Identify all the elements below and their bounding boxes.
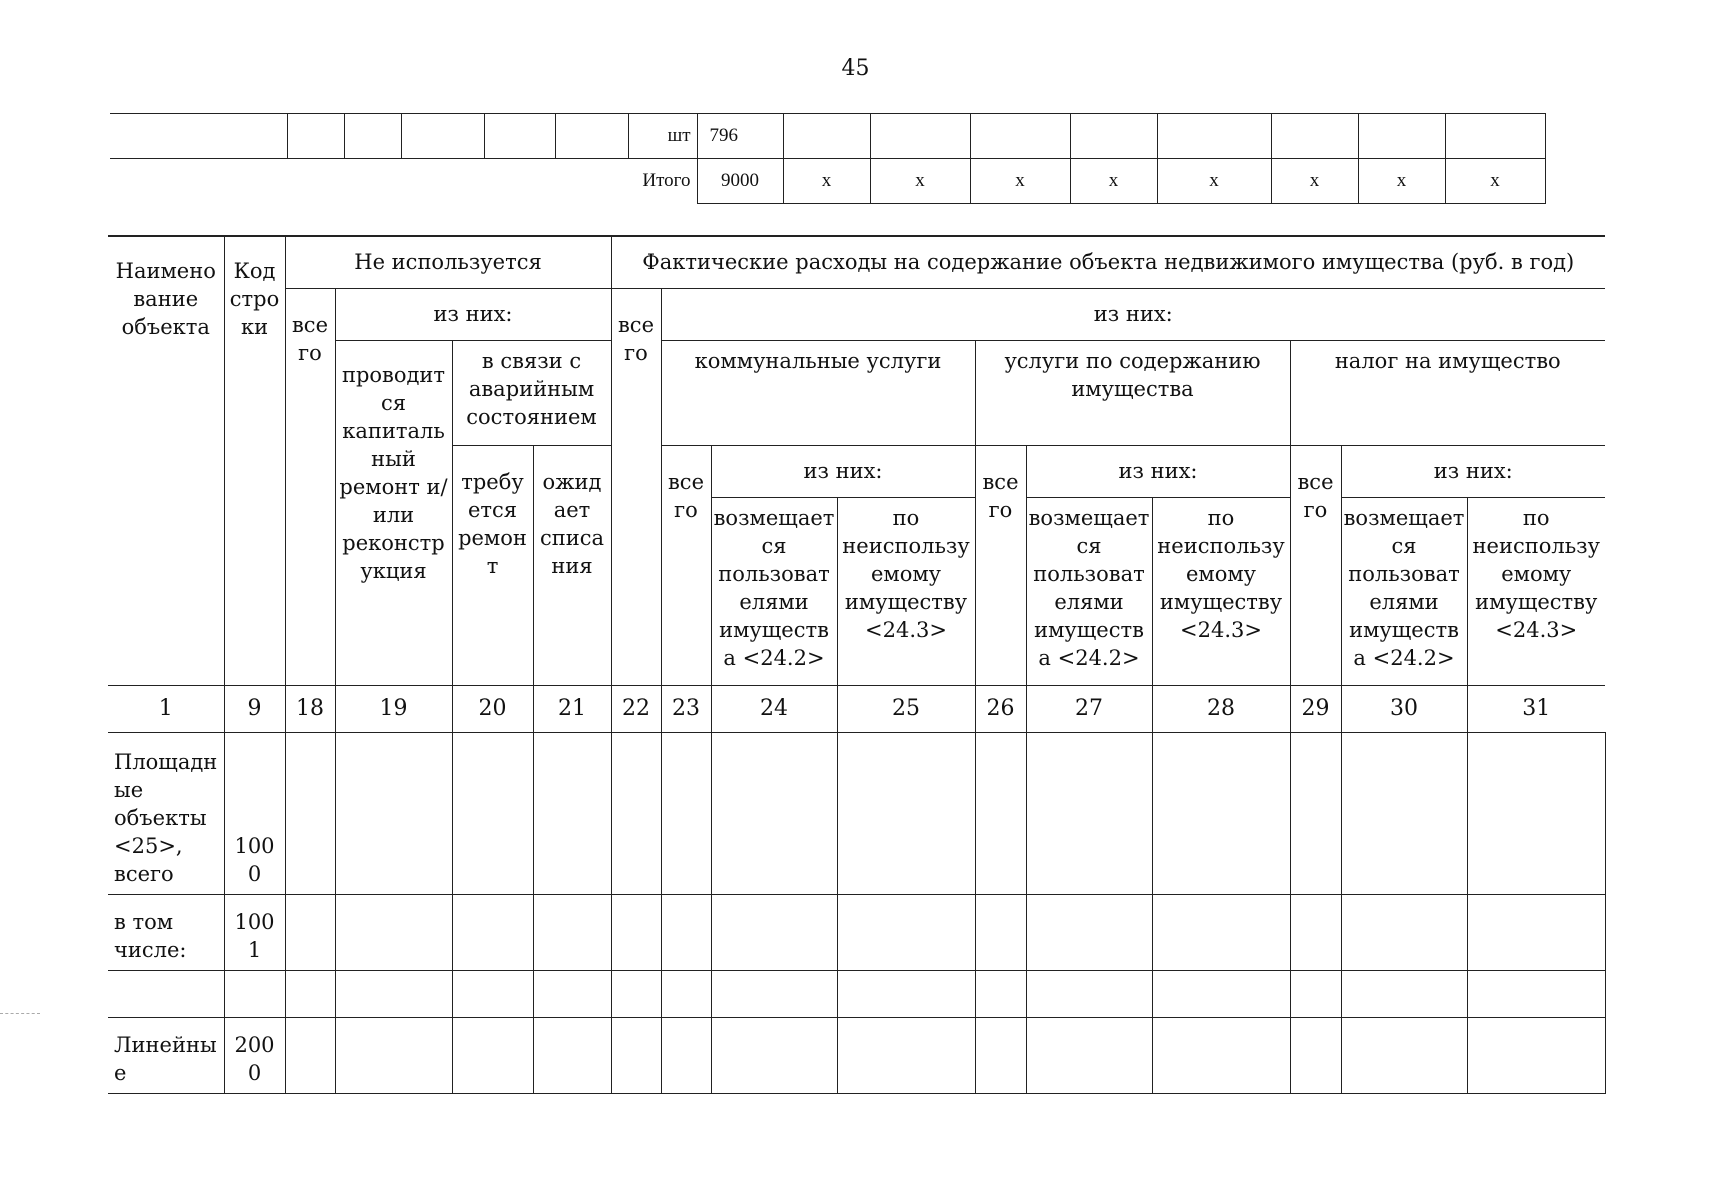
row-code: 200 0: [224, 1017, 285, 1093]
table-row: [108, 894, 1605, 970]
column-number: 25: [837, 685, 975, 732]
table-row: [108, 970, 1605, 1017]
column-number: 22: [611, 685, 661, 732]
header-actual-costs: Фактические расходы на содержание объекта недвижимого имущества (руб. в год): [611, 236, 1605, 288]
total-cell: x: [1445, 159, 1545, 204]
total-cell: x: [870, 159, 970, 204]
column-number: 18: [285, 685, 335, 732]
expenses-table: [108, 235, 1606, 1094]
header-needs-repair: требу ется ремон т: [452, 445, 533, 685]
row-code: 100 0: [224, 732, 285, 894]
header-total-29: все го: [1290, 445, 1341, 685]
continuation-row-1: [110, 114, 1545, 159]
header-row-2: [108, 288, 1605, 340]
header-capital-repair: проводит ся капиталь ный ремонт и/или реконстр укция: [335, 340, 452, 685]
header-row-1: [108, 236, 1605, 288]
header-unused-28: по неиспользу емому имуществу <24.3>: [1152, 497, 1290, 685]
header-of-them-utilities: из них:: [711, 445, 975, 497]
row-label: Площадн ые объекты <25>, всего: [108, 732, 224, 894]
page-number: 45: [841, 56, 870, 81]
header-reimbursed-24: возмещает ся пользоват елями имуществ а <24.2>: [711, 497, 837, 685]
total-cell: x: [970, 159, 1070, 204]
row-code: [224, 970, 285, 1017]
scan-mark: [0, 1013, 40, 1014]
total-label: Итого: [110, 159, 697, 204]
column-number: 20: [452, 685, 533, 732]
column-number: 1: [108, 685, 224, 732]
column-numbers-row: [108, 685, 1605, 732]
total-cell: x: [783, 159, 870, 204]
header-of-them-maintenance: из них:: [1026, 445, 1290, 497]
column-number: 30: [1341, 685, 1467, 732]
header-reimbursed-30: возмещает ся пользоват елями имуществ а <24.2>: [1341, 497, 1467, 685]
unit-cell: шт: [628, 114, 697, 159]
row-label: [108, 970, 224, 1017]
total-cell: x: [1157, 159, 1271, 204]
row-label: в том числе:: [108, 894, 224, 970]
header-unused-31: по неиспользу емому имуществу <24.3>: [1467, 497, 1605, 685]
unit-code-cell: 796: [697, 114, 783, 159]
column-number: 9: [224, 685, 285, 732]
total-cell: x: [1070, 159, 1157, 204]
column-number: 26: [975, 685, 1026, 732]
table-row: [108, 732, 1605, 894]
header-of-them-b: из них:: [661, 288, 1605, 340]
header-of-them-a: из них:: [335, 288, 611, 340]
header-utilities: коммунальные услуги: [661, 340, 975, 445]
column-number: 19: [335, 685, 452, 732]
header-emergency: в связи с аварийным состоянием: [452, 340, 611, 445]
header-total-26: все го: [975, 445, 1026, 685]
header-maintenance: услуги по содержанию имущества: [975, 340, 1290, 445]
total-cell: x: [1271, 159, 1358, 204]
header-reimbursed-27: возмещает ся пользоват елями имуществ а <24.2>: [1026, 497, 1152, 685]
table-row: [108, 1017, 1605, 1093]
header-awaits-writeoff: ожид ает списа ния: [533, 445, 611, 685]
row-code: 100 1: [224, 894, 285, 970]
column-number: 21: [533, 685, 611, 732]
header-not-used: Не используется: [285, 236, 611, 288]
column-number: 31: [1467, 685, 1605, 732]
column-number: 28: [1152, 685, 1290, 732]
column-number: 24: [711, 685, 837, 732]
header-of-them-tax: из них:: [1341, 445, 1605, 497]
column-number: 29: [1290, 685, 1341, 732]
header-total-22: все го: [611, 288, 661, 685]
header-unused-25: по неиспользу емому имуществу <24.3>: [837, 497, 975, 685]
header-total-18: все го: [285, 288, 335, 685]
column-number: 27: [1026, 685, 1152, 732]
header-name: Наимено вание объекта: [108, 236, 224, 685]
total-cell: x: [1358, 159, 1445, 204]
total-code: 9000: [697, 159, 783, 204]
continuation-table: [110, 113, 1546, 204]
header-code: Код стро ки: [224, 236, 285, 685]
row-label: Линейны е: [108, 1017, 224, 1093]
header-total-23: все го: [661, 445, 711, 685]
total-row: [110, 159, 1545, 204]
column-number: 23: [661, 685, 711, 732]
header-property-tax: налог на имущество: [1290, 340, 1605, 445]
